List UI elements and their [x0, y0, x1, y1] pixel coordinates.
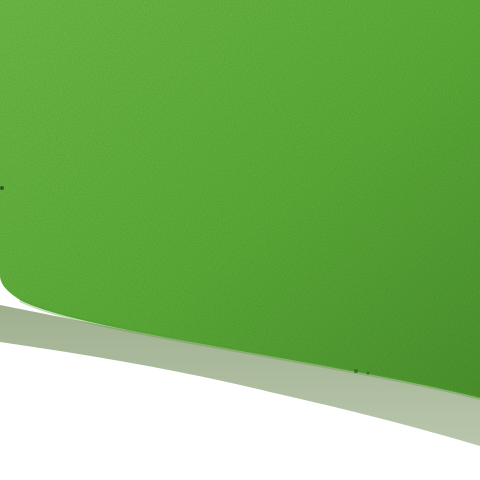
felt-speck [354, 369, 358, 373]
felt-speck [367, 372, 370, 375]
felt-speck [0, 186, 4, 190]
